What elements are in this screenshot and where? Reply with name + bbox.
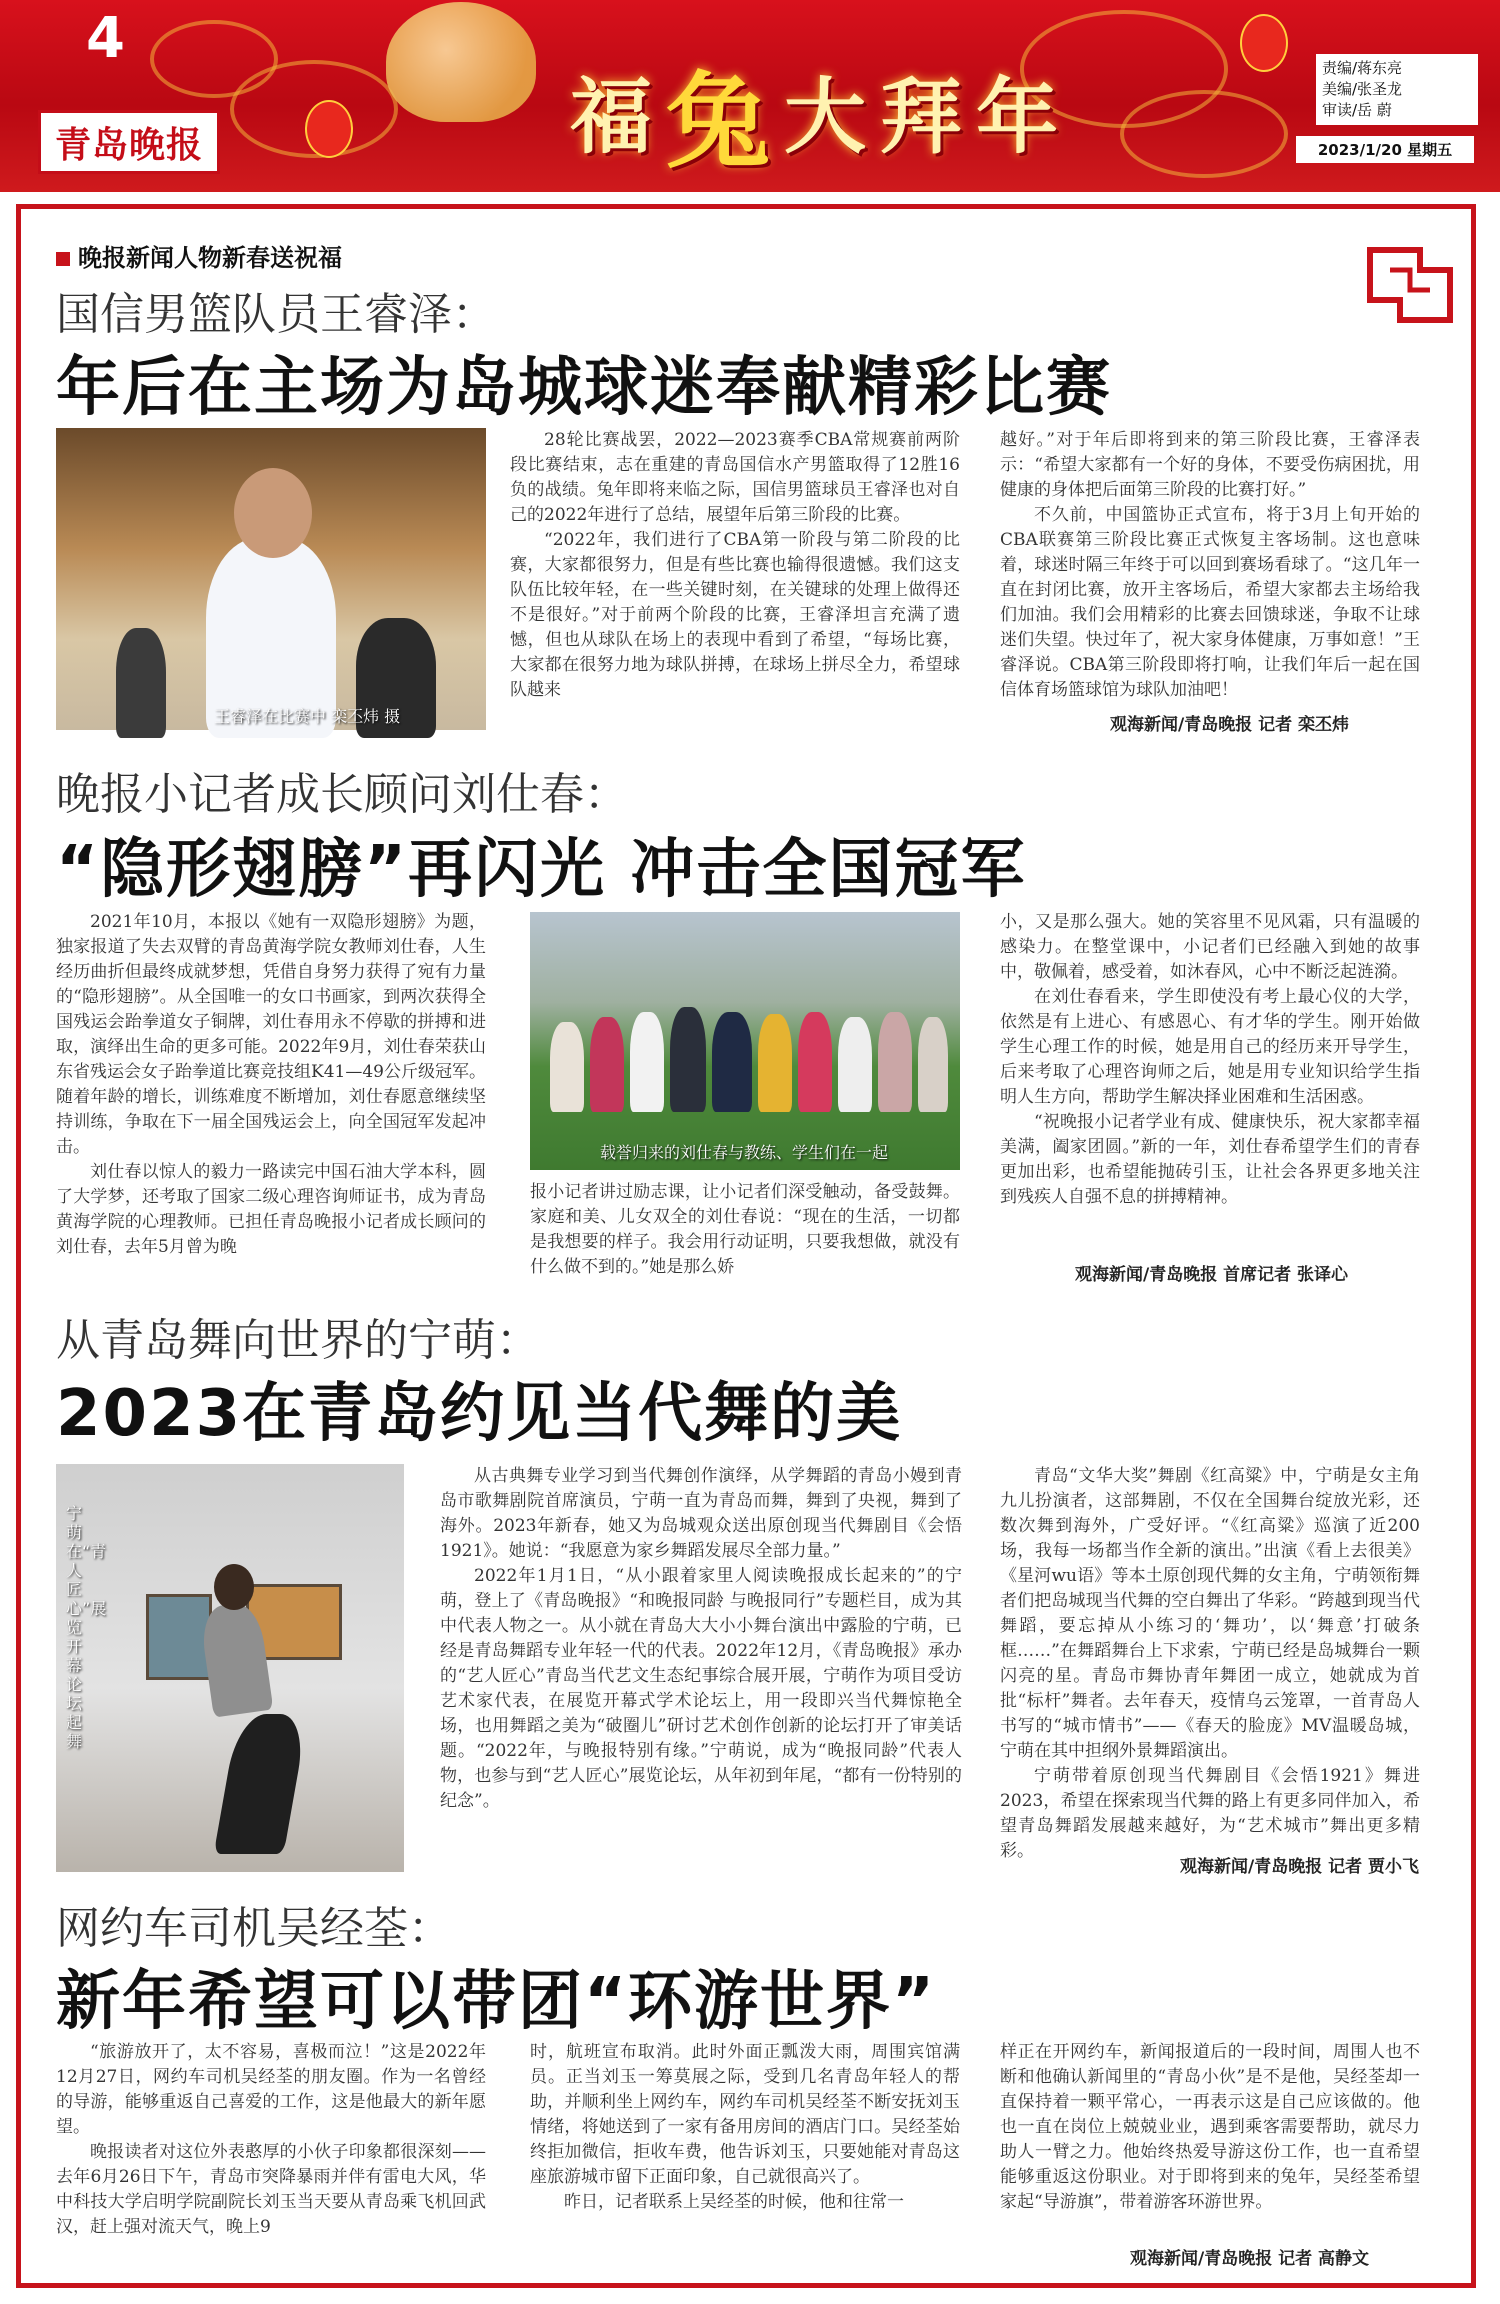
- paragraph: 昨日，记者联系上吴经荃的时候，他和往常一: [564, 2192, 904, 2212]
- banner-char: 拜: [880, 69, 963, 165]
- section-label-text: 晚报新闻人物新春送祝福: [78, 244, 342, 272]
- article-column: [530, 1180, 960, 1280]
- article-column: [1000, 428, 1420, 706]
- corner-ornament-icon: [1360, 230, 1460, 330]
- red-square-icon: [56, 252, 70, 266]
- section-label: [56, 238, 342, 273]
- coach-figure: [670, 1007, 706, 1112]
- paragraph: 从古典舞专业学习到当代舞创作演绎，从学舞蹈的青岛小嫚到青岛市歌舞剧院首席演员，宁萌一直为青岛而舞，舞到了央视，舞到了海外。2023年新春，她又为岛城观众送出原创现当代舞剧目《会悟1921》。她说：“我愿意为家乡舞蹈发展尽全部力量。”: [440, 1466, 962, 1561]
- article-headline: 2023在青岛约见当代舞的美: [56, 1377, 903, 1451]
- editor-line: 审读/岳 蔚: [1322, 101, 1392, 119]
- article-kicker: 网约车司机吴经荃：: [56, 1903, 452, 1954]
- article-column: [1000, 2040, 1420, 2240]
- lantern-icon: [305, 100, 353, 158]
- article-column: [530, 2040, 960, 2266]
- paragraph: 在刘仕春看来，学生即使没有考上最心仪的大学，依然是有上进心、有感恩心、有才华的学生。刚开始做学生心理工作的时候，她是用自己的经历来开导学生，后来考取了心理咨询师之后，她是用专业知识给学生指明人生方向，帮助学生解决择业困难和生活困惑。: [1000, 987, 1420, 1107]
- paragraph: 28轮比赛战罢，2022—2023赛季CBA常规赛前两阶段比赛结束，志在重建的青岛国信水产男篮取得了12胜16负的战绩。兔年即将来临之际，国信男篮球员王睿泽也对自己的2022年进行了总结，展望年后第三阶段的比赛。: [510, 430, 960, 525]
- student-figure: [838, 1017, 872, 1112]
- newspaper-logo: 青岛晚报: [38, 110, 220, 174]
- paragraph: 越好。”对于年后即将到来的第三阶段比赛，王睿泽表示：“希望大家都有一个好的身体，不要受伤病困扰，用健康的身体把后面第三阶段的比赛打好。”: [1000, 430, 1420, 500]
- photo-caption: 宁萌在“青人匠心”展览开幕论坛起舞: [66, 1504, 107, 1751]
- paragraph: 青岛“文华大奖”舞剧《红高粱》中，宁萌是女主角九儿扮演者，这部舞剧，不仅在全国舞台绽放光彩，还数次舞到海外，广受好评。“《红高粱》巡演了近200场，我每一场都当作全新的演出。”出演《看上去很美》《星河wu语》等本土原创现代舞的女主角，宁萌领衔舞者们把岛城现当代舞的空白舞出了华彩。“跨越到现当代舞蹈，要忘掉从小练习的‘舞功’，以‘舞意’打破条框……”在舞蹈舞台上下求索，宁萌已经是岛城舞台一颗闪亮的星。青岛市舞协青年舞团一成立，她就成为首批“标杆”舞者。去年春天，疫情乌云笼罩，一首青岛人书写的“城市情书”——《春天的脸庞》MV温暖岛城，宁萌在其中担纲外景舞蹈演出。: [1000, 1466, 1420, 1761]
- masthead: [0, 0, 1500, 192]
- lantern-icon: [1240, 14, 1288, 72]
- article-column: [1000, 1464, 1420, 1861]
- student-figure: [918, 1017, 948, 1112]
- article-headline: 新年希望可以带团“环游世界”: [56, 1965, 937, 2039]
- dancer-head: [214, 1564, 254, 1610]
- basketball-player-photo: [56, 428, 486, 730]
- banner-char: 大: [784, 69, 867, 165]
- paragraph: 刘仕春以惊人的毅力一路读完中国石油大学本科，圆了大学梦，还考取了国家二级心理咨询师证书，成为青岛黄海学院的心理教师。已担任青岛晚报小记者成长顾问的刘仕春，去年5月曾为晚: [56, 1162, 486, 1257]
- rabbit-illustration: [386, 2, 536, 122]
- paragraph: 宁萌带着原创现当代舞剧目《会悟1921》舞进2023，希望在探索现当代舞的路上有更多同伴加入，希望青岛舞蹈发展越来越好，为“艺术城市”舞出更多精彩。: [1000, 1766, 1420, 1861]
- cloud-ornament: [1120, 90, 1288, 178]
- paragraph: “祝晚报小记者学业有成、健康快乐，祝大家都幸福美满，阖家团圆。”新的一年，刘仕春希望学生们的青春更加出彩，也希望能抛砖引玉，让社会各界更多地关注到残疾人自强不息的拼搏精神。: [1000, 1112, 1420, 1207]
- paragraph: 小，又是那么强大。她的笑容里不见风霜，只有温暖的感染力。在整堂课中，小记者们已经融入到她的故事中，敬佩着，感受着，如沐春风，心中不断泛起涟漪。: [1000, 912, 1420, 982]
- referee-figure: [116, 628, 166, 738]
- article-column: [56, 910, 486, 1280]
- article-byline: 观海新闻/青岛晚报 记者 栾丕炜: [1110, 715, 1350, 735]
- photo-caption: 王睿泽在比赛中 栾丕炜 摄: [214, 707, 401, 726]
- article-column: [56, 2040, 486, 2266]
- page-number: 4: [86, 6, 125, 71]
- photo-caption: 载誉归来的刘仕春与教练、学生们在一起: [600, 1143, 889, 1162]
- dancer-photo: [56, 1464, 404, 1872]
- paragraph: “旅游放开了，太不容易，喜极而泣！”这是2022年12月27日，网约车司机吴经荃的朋友圈。作为一名曾经的导游，能够重返自己喜爱的工作，这是他最大的新年愿望。: [56, 2042, 486, 2137]
- article-column: [1000, 910, 1420, 1256]
- article-kicker: 国信男篮队员王睿泽：: [56, 289, 496, 340]
- student-figure: [798, 1012, 832, 1112]
- student-figure: [878, 1012, 912, 1112]
- banner-char: 年: [976, 69, 1059, 165]
- article-kicker: 从青岛舞向世界的宁萌：: [56, 1315, 540, 1366]
- paragraph: 不久前，中国篮协正式宣布，将于3月上旬开始的CBA联赛第三阶段比赛正式恢复主客场制。这也意味着，球迷时隔三年终于可以回到赛场看球了。“这几年一直在封闭比赛，放开主客场后，希望大家都去主场给我们加油。我们会用精彩的比赛去回馈球迷，争取不让球迷们失望。快过年了，祝大家身体健康，万事如意！”王睿泽说。CBA第三阶段即将打响，让我们年后一起在国信体育场篮球馆为球队加油吧！: [1000, 505, 1420, 700]
- wall-painting: [146, 1594, 212, 1680]
- paragraph: 时，航班宣布取消。此时外面正瓢泼大雨，周围宾馆满员。正当刘玉一筹莫展之际，受到几名青岛年轻人的帮助，并顺利坐上网约车，网约车司机吴经荃不断安抚刘玉情绪，将她送到了一家有备用房间的酒店门口。吴经荃始终拒加微信，拒收车费，他告诉刘玉，只要她能对青岛这座旅游城市留下正面印象，自己就很高兴了。: [530, 2042, 960, 2187]
- article-byline: 观海新闻/青岛晚报 首席记者 张译心: [1075, 1265, 1349, 1285]
- paragraph: 2022年1月1日，“从小跟着家里人阅读晚报成长起来的”的宁萌，登上了《青岛晚报》“和晚报同龄 与晚报同行”专题栏目，成为其中代表人物之一。从小就在青岛大大小小舞台演出中露脸的宁萌，已经是青岛舞蹈专业年轻一代的代表。2022年12月，《青岛晚报》承办的“艺人匠心”青岛当代艺文生态纪事综合展开展，宁萌作为项目受访艺术家代表，在展览开幕式学术论坛上，用一段即兴当代舞惊艳全场，也用舞蹈之美为“破圈儿”研讨艺术创作创新的论坛打开了审美话题。“2022年，与晚报特别有缘。”宁萌说，成为“晚报同龄”代表人物，也参与到“艺人匠心”展览论坛，从年初到年尾，“都有一份特别的纪念”。: [440, 1566, 962, 1811]
- paragraph: “2022年，我们进行了CBA第一阶段与第二阶段的比赛，大家都很努力，但是有些比赛也输得很遗憾。我们这支队伍比较年轻，在一些关键时刻，在关键球的处理上做得还不是很好。”对于前两个阶段的比赛，王睿泽坦言充满了遗憾，但也从球队在场上的表现中看到了希望，“每场比赛，大家都在很努力地为球队拼搏，在球场上拼尽全力，希望球队越来: [510, 530, 960, 700]
- dancer-legs: [214, 1714, 309, 1854]
- student-figure: [590, 1017, 624, 1112]
- article-column: [440, 1464, 962, 1876]
- player-head: [234, 468, 312, 558]
- paragraph: 晚报读者对这位外表憨厚的小伙子印象都很深刻——去年6月26日下午，青岛市突降暴雨并伴有雷电大风，华中科技大学启明学院副院长刘玉当天要从青岛乘飞机回武汉，赶上强对流天气，晚上9: [56, 2142, 486, 2237]
- paragraph: 报小记者讲过励志课，让小记者们深受触动，备受鼓舞。家庭和美、儿女双全的刘仕春说：“现在的生活，一切都是我想要的样子。我会用行动证明，只要我想做，就没有什么做不到的。”她是那么娇: [530, 1182, 960, 1277]
- student-figure: [550, 1022, 584, 1112]
- paragraph: 2021年10月，本报以《她有一双隐形翅膀》为题，独家报道了失去双臂的青岛黄海学院女教师刘仕春，人生经历曲折但最终成就梦想，凭借自身努力获得了宛有力量的“隐形翅膀”。从全国唯一的女口书画家，到两次获得全国残运会跆拳道女子铜牌，刘仕春用永不停歇的拼搏和进取，演绎出生命的更多可能。2022年9月，刘仕春荣获山东省残运会女子跆拳道比赛竞技组K41—49公斤级冠军。随着年龄的增长，训练难度不断增加，刘仕春愿意继续坚持训练，争取在下一届全国残运会上，向全国冠军发起冲击。: [56, 912, 486, 1157]
- article-byline: 观海新闻/青岛晚报 记者 高静文: [1130, 2249, 1370, 2269]
- banner-char: 兔: [666, 60, 771, 183]
- article-kicker: 晚报小记者成长顾问刘仕春：: [56, 769, 628, 820]
- article-headline: “隐形翅膀”再闪光 冲击全国冠军: [56, 833, 1027, 907]
- paragraph: 样正在开网约车，新闻报道后的一段时间，周围人也不断和他确认新闻里的“青岛小伙”是不是他，吴经荃却一直保持着一颗平常心，一再表示这是自己应该做的。他也一直在岗位上兢兢业业，遇到乘客需要帮助，就尽力助人一臂之力。他始终热爱导游这份工作，也一直希望能够重返这份职业。对于即将到来的兔年，吴经荃希望家起“导游旗”，带着游客环游世界。: [1000, 2042, 1420, 2212]
- editor-credits: [1316, 54, 1478, 125]
- article-column: [510, 428, 960, 732]
- editor-line: 美编/张圣龙: [1322, 80, 1403, 98]
- editor-line: 责编/蒋东亮: [1322, 59, 1403, 77]
- new-year-banner: [570, 52, 1058, 188]
- article-byline: 观海新闻/青岛晚报 记者 贾小飞: [1180, 1857, 1420, 1877]
- issue-date: 2023/1/20 星期五: [1296, 136, 1474, 163]
- banner-char: 福: [570, 69, 653, 165]
- article-headline: 年后在主场为岛城球迷奉献精彩比赛: [56, 351, 1112, 425]
- student-figure: [630, 1012, 664, 1112]
- group-photo: [530, 912, 960, 1170]
- student-figure: [758, 1014, 792, 1112]
- liu-shichun-figure: [712, 1012, 752, 1112]
